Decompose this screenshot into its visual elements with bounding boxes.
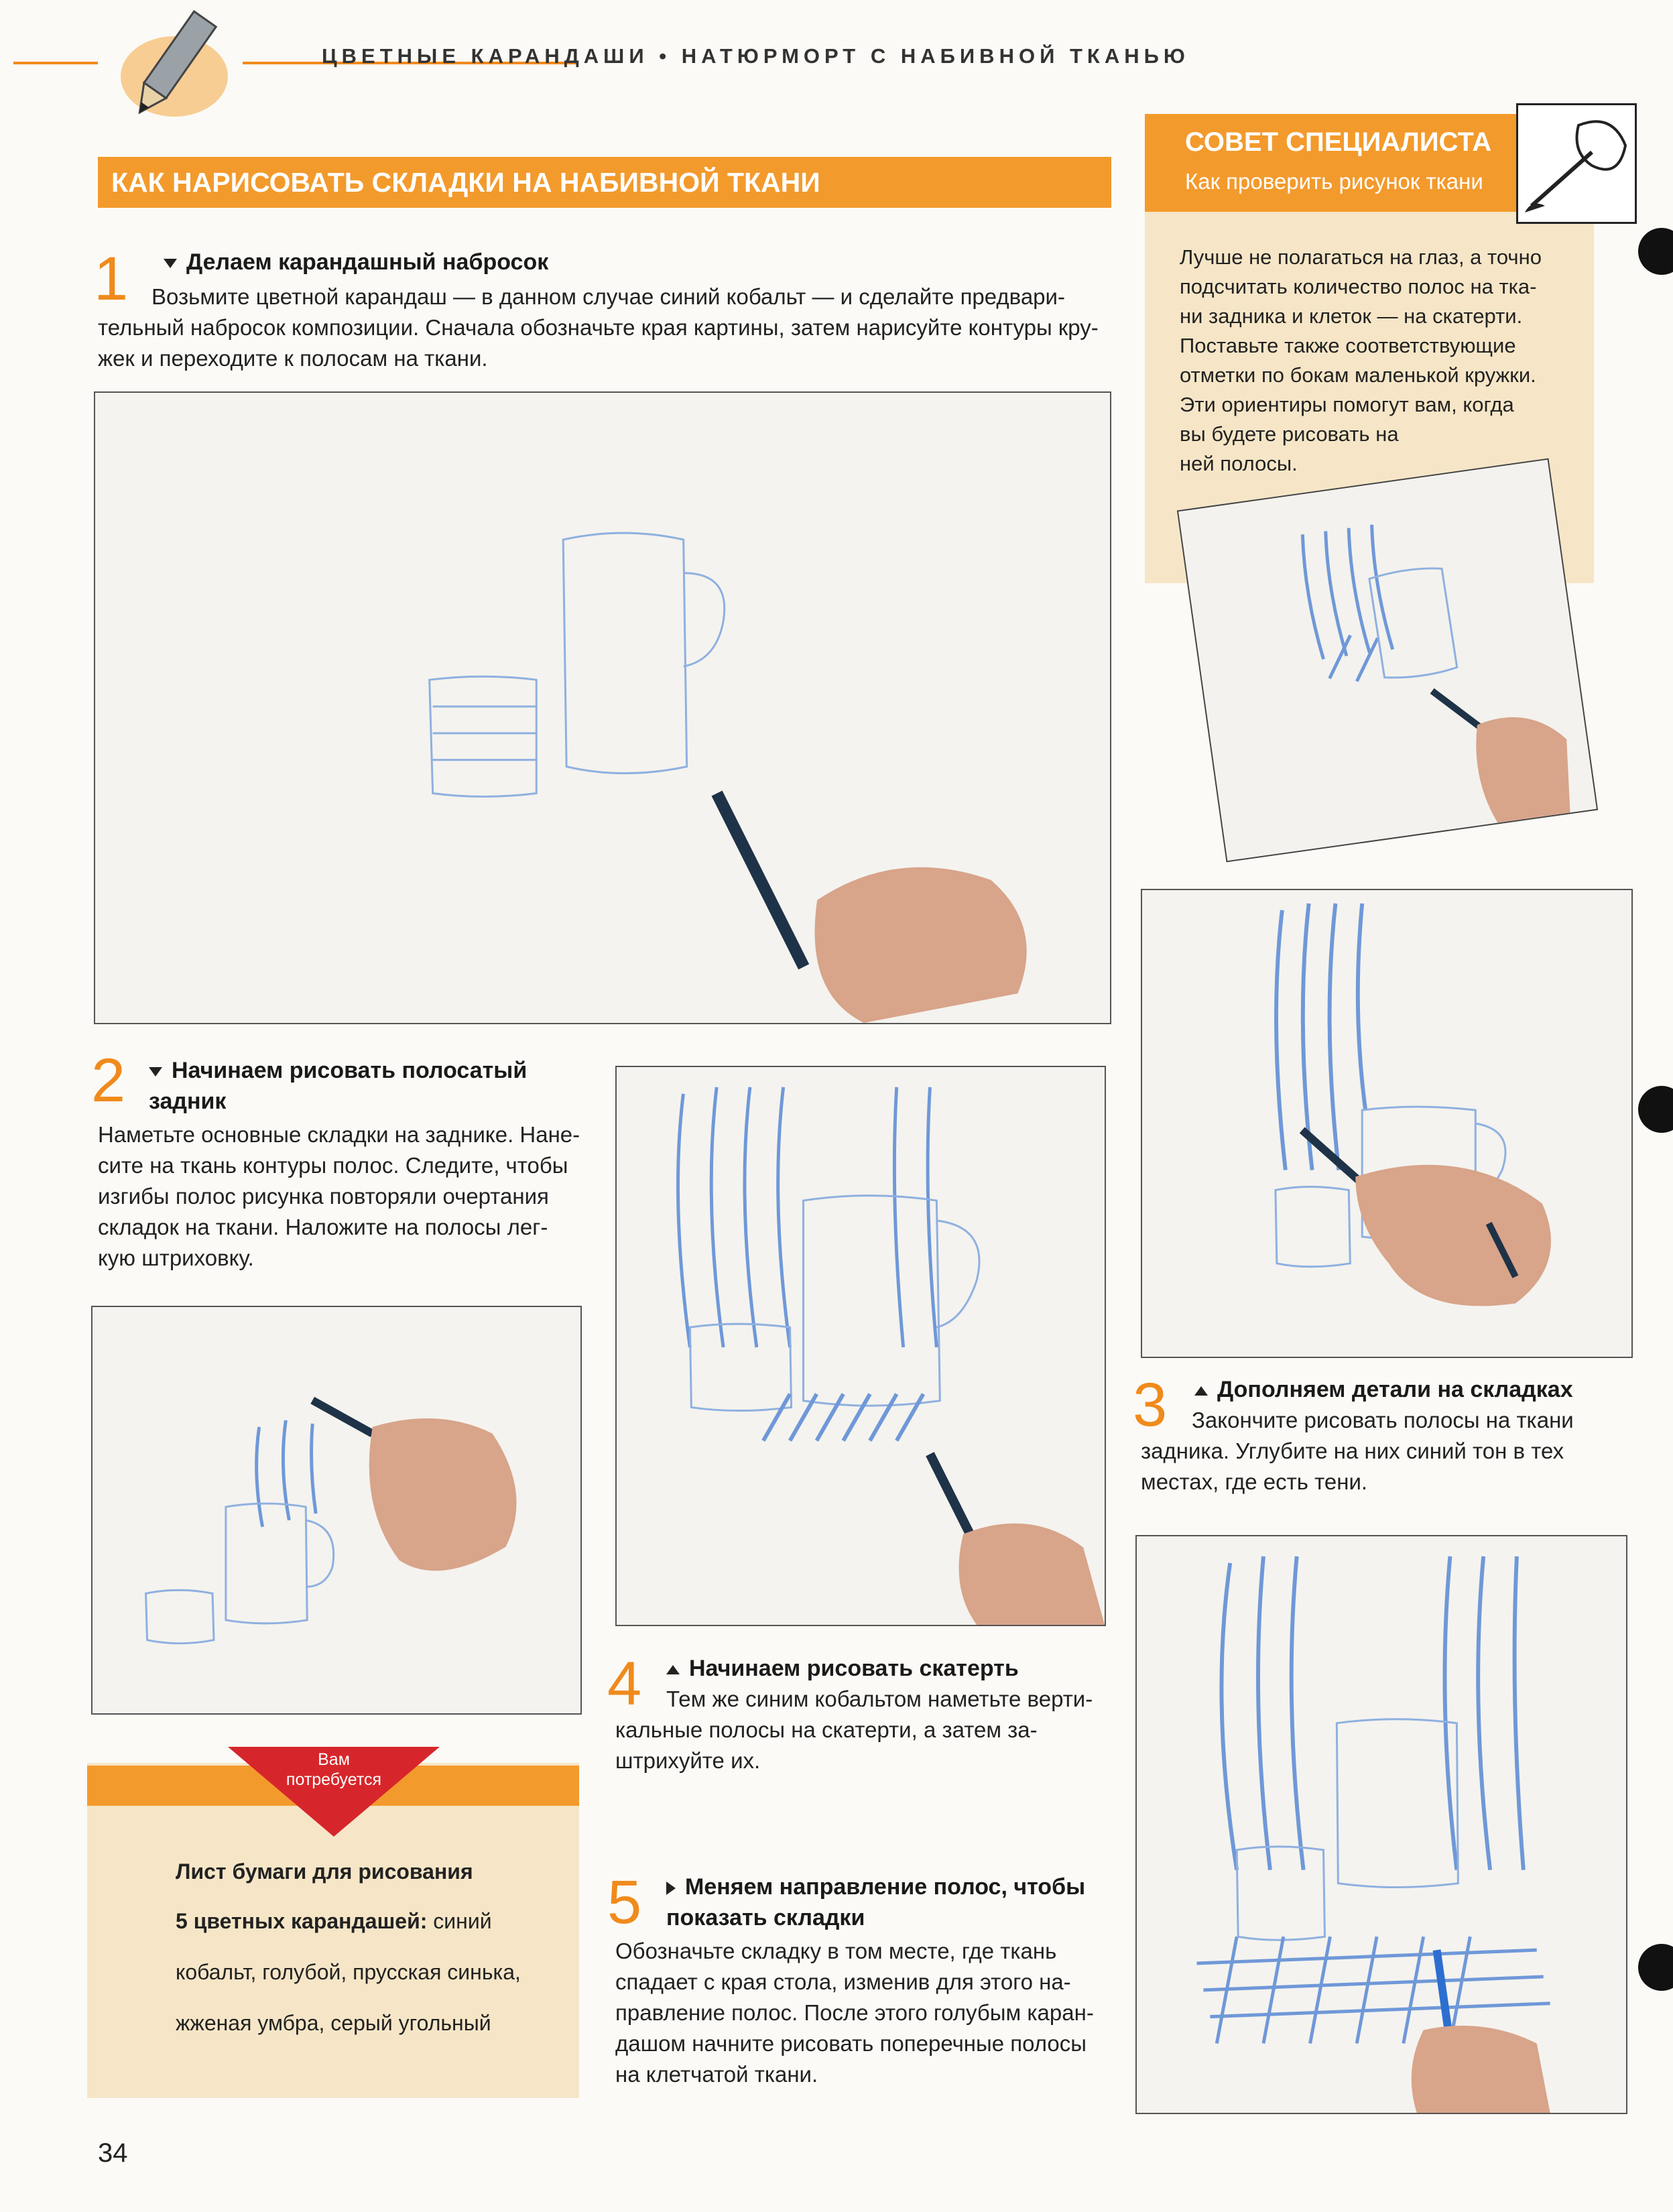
step-4-number: 4 [607,1650,642,1718]
step-2-number: 2 [91,1046,126,1115]
tip-line: отметки по бокам маленькой кружки. [1180,363,1536,387]
step-2-text [98,1119,607,1274]
tip-text [1180,243,1555,479]
tip-subtitle: Как проверить рисунок ткани [1185,169,1483,194]
tip-line: ней полосы. [1180,452,1298,475]
tip-line: Поставьте также соответствующие [1180,334,1516,357]
brush-hand-icon [1516,103,1637,224]
step-2-line: Наметьте основные складки на заднике. Нане- [98,1122,580,1147]
step-2-heading-line: Начинаем рисовать полосатый [172,1058,528,1083]
step-1-photo [94,391,1111,1024]
step-1-line: жек и переходите к полосам на ткани. [98,346,488,371]
step-1-number: 1 [94,245,129,313]
page-number: 34 [98,2138,128,2168]
step-5-line: спадает с края стола, изменив для этого на- [615,1969,1071,1994]
step-4-heading-text: Начинаем рисовать скатерть [689,1656,1019,1681]
step-2-line: сите на ткань контуры полос. Следите, чтобы [98,1153,568,1178]
step-5-number: 5 [607,1868,642,1937]
step-2-heading [149,1055,527,1117]
step-1-line: Возьмите цветной карандаш — в данном случае синий кобальт — и сделайте предвари- [151,284,1065,309]
tip-line: подсчитать количество полос на тка- [1180,275,1537,298]
step-5-heading-line: Меняем направление полос, чтобы [685,1874,1086,1900]
material-item-colors-1: кобальт, голубой, прусская синька, [176,1960,521,1984]
step-5-line: Обозначьте складку в том месте, где ткань [615,1939,1057,1963]
step-4-text [615,1684,1135,1776]
material-item-pencils [176,1906,492,1936]
material-item-paper: Лист бумаги для рисования [176,1859,473,1884]
step-3-line: задника. Углубите на них синий тон в тех [1141,1438,1564,1463]
step-1-heading-text: Делаем карандашный набросок [186,249,549,275]
material-item-pencils-rest: синий [427,1909,492,1933]
step-2-heading-line: задник [149,1089,227,1114]
binder-hole [1638,228,1673,275]
triangle-up-icon [1194,1386,1208,1396]
material-item-pencils-bold: 5 цветных карандашей: [176,1909,428,1933]
binder-hole [1638,1944,1673,1991]
step-3-line: Закончите рисовать полосы на ткани [1192,1408,1574,1432]
header-rule-left [13,62,98,64]
step-5-line: на клетчатой ткани. [615,2062,818,2087]
triangle-right-icon [666,1882,676,1895]
triangle-down-icon [164,259,177,268]
step-3-heading-text: Дополняем детали на складках [1217,1377,1573,1402]
binder-hole [1638,1086,1673,1133]
tip-photo [1177,458,1598,863]
step-3-photo [1141,889,1633,1358]
triangle-up-icon [666,1665,680,1674]
step-2-line: складок на ткани. Наложите на полосы лег- [98,1215,548,1239]
material-item-colors-2: жженая умбра, серый угольный [176,2011,491,2035]
step-5-heading-line: показать складки [666,1905,865,1930]
step-5-text [615,1936,1125,2090]
step-1-heading [164,247,548,278]
step-5-heading [666,1871,1085,1933]
step-5-photo [1135,1535,1627,2114]
step-3-heading [1194,1374,1573,1405]
materials-badge-label [255,1749,413,1790]
step-3-text [1141,1405,1621,1497]
step-3-number: 3 [1133,1371,1168,1439]
pencil-logo-icon [101,3,248,130]
running-title: ЦВЕТНЫЕ КАРАНДАШИ • НАТЮРМОРТ С НАБИВНОЙ ТКАНЬЮ [322,44,1190,68]
tip-title: СОВЕТ СПЕЦИАЛИСТА [1185,127,1492,157]
step-2-line: кую штриховку. [98,1245,254,1270]
tip-line: Лучше не полагаться на глаз, а точно [1180,245,1542,269]
step-5-line: дашом начните рисовать поперечные полосы [615,2031,1087,2056]
step-1-line: тельный набросок композиции. Сначала обозначьте края картины, затем нарисуйте контуры кру- [98,315,1099,340]
triangle-down-icon [149,1067,162,1077]
step-1-text [98,282,1117,374]
badge-line: Вам [318,1750,350,1769]
step-4-line: штрихуйте их. [615,1748,761,1773]
section-title: КАК НАРИСОВАТЬ СКЛАДКИ НА НАБИВНОЙ ТКАНИ [98,157,1111,208]
badge-line: потребуется [286,1770,382,1789]
tip-line: Эти ориентиры помогут вам, когда [1180,393,1514,416]
tip-line: ни задника и клеток — на скатерти. [1180,304,1523,328]
step-4-line: кальные полосы на скатерти, а затем за- [615,1717,1038,1742]
step-2-photo [91,1306,582,1715]
step-4-heading [666,1653,1019,1684]
step-4-line: Тем же синим кобальтом наметьте верти- [666,1686,1093,1711]
step-5-line: правление полос. После этого голубым каран- [615,2000,1094,2025]
step-4-photo [615,1066,1106,1626]
step-2-line: изгибы полос рисунка повторяли очертания [98,1184,549,1209]
step-3-line: местах, где есть тени. [1141,1469,1368,1494]
tip-line: вы будете рисовать на [1180,422,1399,446]
